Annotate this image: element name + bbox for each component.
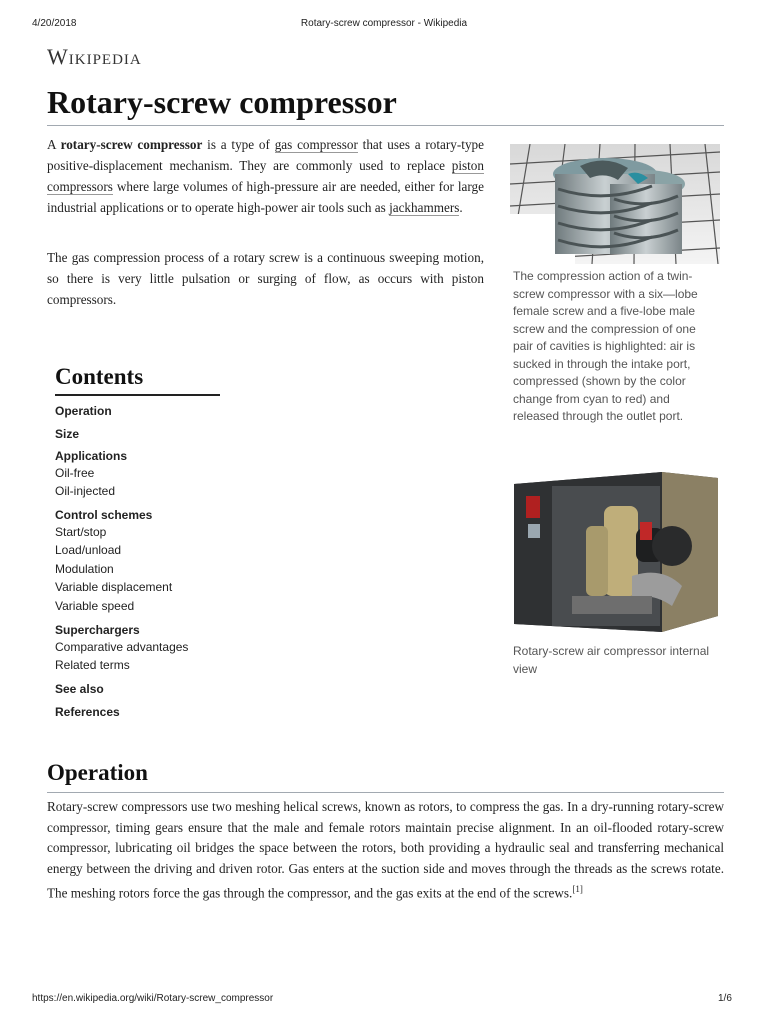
- operation-paragraph: Rotary-screw compressors use two meshing helical screws, known as rotors, to compress the gas. In a dry-running rotary-screw compressor, timing gears ensure that the male and female rotors maintain precise alignment. In an oil-flooded rotary-screw compressor, lubricating oil bridges the space between the rotors, both providing a hydraulic seal and transferring mechanical energy between the driving and driven rotor. Gas enters at the suction side and moves through the threads as the screws rotate. The meshing rotors force the gas through the compressor, and the gas exits at the end of the screws.[1]: [47, 799, 724, 901]
- bold-term: rotary-screw compressor: [60, 137, 203, 152]
- section-rule: [47, 792, 724, 793]
- toc-item-applications[interactable]: Applications: [55, 449, 128, 463]
- print-date: 4/20/2018: [32, 18, 77, 29]
- section-heading-operation: Operation: [47, 760, 148, 785]
- toc-item-size[interactable]: Size: [55, 427, 80, 441]
- link-gas-compressor[interactable]: gas compressor: [274, 137, 358, 152]
- contents-title: Contents: [55, 364, 144, 389]
- figure-caption-rotor: The compression action of a twin-screw compressor with a six—lobe female screw and a five-lobe male screw and the compression of one pair of cavities is highlighted: air is sucked in through the intake port, compressed (shown by the color change from cyan to red) and released through the outlet port.: [513, 269, 698, 423]
- toc-item-variable-speed[interactable]: Variable speed: [55, 599, 135, 613]
- reference-link[interactable]: [1]: [572, 884, 583, 894]
- contents-rule: [55, 394, 220, 396]
- link-jackhammers[interactable]: jackhammers: [389, 200, 460, 215]
- intro-paragraph-2: The gas compression process of a rotary screw is a continuous sweeping motion, so there is very little pulsation or surging of flow, as occurs with piston compressors.: [47, 250, 484, 307]
- toc-item-references[interactable]: References: [55, 705, 120, 719]
- toc-item-oil-free[interactable]: Oil-free: [55, 466, 95, 480]
- print-page-number: 1/6: [718, 993, 732, 1004]
- toc-item-start-stop[interactable]: Start/stop: [55, 525, 107, 539]
- toc-item-see-also[interactable]: See also: [55, 682, 104, 696]
- print-url: https://en.wikipedia.org/wiki/Rotary-screw_compressor: [32, 993, 274, 1004]
- toc-item-operation[interactable]: Operation: [55, 404, 112, 418]
- toc-item-related-terms[interactable]: Related terms: [55, 658, 130, 672]
- toc-item-control-schemes[interactable]: Control schemes: [55, 508, 153, 522]
- toc-item-superchargers[interactable]: Superchargers: [55, 623, 140, 637]
- twin-screw-rotor-image[interactable]: [510, 144, 720, 264]
- print-title: Rotary-screw compressor - Wikipedia: [300, 18, 468, 29]
- toc-item-variable-displacement[interactable]: Variable displacement: [55, 580, 173, 594]
- toc-item-oil-injected[interactable]: Oil-injected: [55, 484, 116, 498]
- air-compressor-internal-image[interactable]: [512, 466, 720, 638]
- title-rule: [47, 125, 724, 126]
- intro-paragraph-1: A rotary-screw compressor is a type of gas compressor that uses a rotary-type positive-displacement mechanism. They are commonly used to replace piston compressors where large volumes of high-pressure air are needed, either for large industrial applications or to operate high-power air tools such as jackhammers.: [47, 137, 484, 215]
- toc-item-comparative-advantages[interactable]: Comparative advantages: [55, 640, 189, 654]
- wikipedia-wordmark[interactable]: Wikipedia: [47, 44, 142, 69]
- link-piston-compressors[interactable]: piston compressors: [47, 158, 484, 194]
- toc-item-modulation[interactable]: Modulation: [55, 562, 114, 576]
- toc-item-load-unload[interactable]: Load/unload: [55, 543, 122, 557]
- page-title: Rotary-screw compressor: [47, 84, 397, 120]
- figure-caption-compressor: Rotary-screw air compressor internal view: [513, 644, 710, 676]
